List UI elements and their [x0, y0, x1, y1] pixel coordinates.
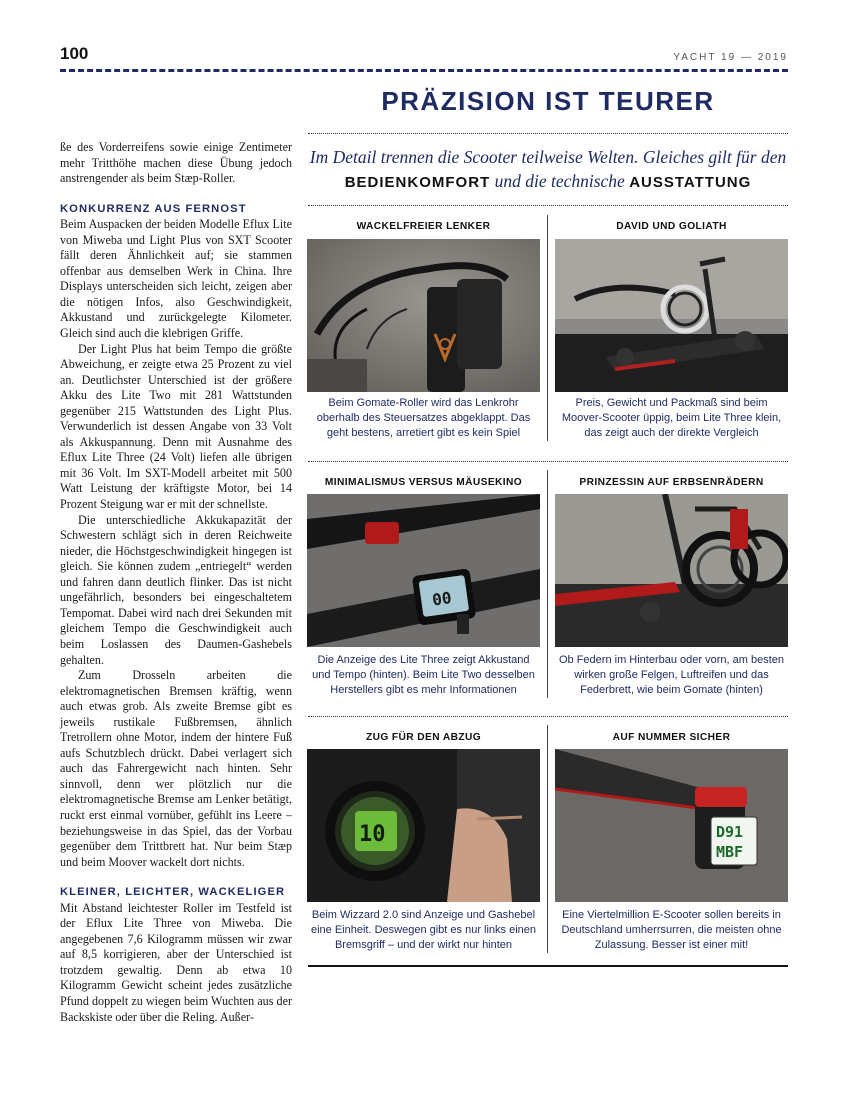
photo-title: DAVID UND GOLIATH — [616, 221, 727, 232]
photo-caption: Eine Viertelmillion E-Scooter sollen bereits in Deutschland umherrsurren, die meisten ohne Zulassung. Besser ist einer mit! — [561, 909, 782, 951]
photo-title: PRINZESSIN AUF ERBSENRÄDERN — [579, 477, 764, 488]
photo-throttle-display — [307, 749, 540, 902]
dotted-divider-bottom — [308, 205, 788, 206]
column-divider — [547, 470, 548, 698]
photo-caption: Ob Federn im Hinterbau oder vorn, am besten wirken große Felgen, Luftreifen und das Federbrett, wie beim Gomate (hinten) — [558, 654, 784, 696]
column-divider — [547, 215, 548, 441]
photo-handlebar-fold — [307, 239, 540, 392]
body-paragraph: Der Light Plus hat beim Tempo die größte Abweichung, er zeigte etwa 25 Prozent zu viel an. Deutlichster Unterschied ist der größere Akku des Lite Two mit 281 Wattstunden gegenüber 215 Wattstunden des Light Plus. Verwunderlich ist dessen Angabe von 33 Volt als Akkuspannung. Denn mit Ausnahme des Eflux Lite Three (24 Volt) liefen alle übrigen mit 36 Volt. Im SXT-Modell arbeitet mit 500 Watt Leistung der kräftigste Motor, bei 14 Prozent Steigung war er mit der schnellste. — [60, 341, 292, 512]
photo-scooter-wheels — [555, 494, 788, 647]
article-intro — [308, 145, 788, 195]
display-readout: 10 — [359, 822, 386, 847]
photo-title: MINIMALISMUS VERSUS MÄUSEKINO — [324, 477, 523, 488]
photo-title: AUF NUMMER SICHER — [612, 732, 731, 743]
photo-caption: Die Anzeige des Lite Three zeigt Akkustand und Tempo (hinten). Beim Lite Two desselben Herstellers gibt es mehr Informationen — [312, 654, 535, 696]
column-divider — [547, 725, 548, 953]
row-divider — [308, 716, 788, 717]
plate-line-1: D91 — [716, 823, 744, 841]
header-rule — [60, 69, 788, 72]
body-paragraph: ße des Vorderreifens sowie einige Zentimeter mehr Tritthöhe machen diese Übung jedoch anstrengender als beim Stæp-Roller. — [60, 140, 292, 186]
body-paragraph: Mit Abstand leichtester Roller im Testfeld ist der Eflux Lite Three von Miweba. Die angegebenen 7,6 Kilogramm müssen wir zwar auf 8,5 korrigieren, aber der Unterschied ist trotzdem gewaltig. Denn ab etwa 10 Kilogramm Gewicht scheint jedes zusätzliche Pfund doppelt zu wiegen beim Wuchten aus der Backskiste oder über die Reling. Außer- — [60, 900, 292, 1024]
row-divider — [308, 461, 788, 462]
display-readout: 00 — [431, 588, 453, 610]
photo-caption: Preis, Gewicht und Packmaß sind beim Moover-Scooter üppig, beim Lite Three klein, das zeigt auch der direkte Vergleich — [561, 397, 782, 439]
intro-bold-1: BEDIENKOMFORT — [344, 174, 491, 191]
page-number: 100 — [60, 44, 89, 63]
intro-text-2: und die technische — [494, 171, 625, 191]
dotted-divider-top — [308, 133, 788, 134]
photo-title: ZUG FÜR DEN ABZUG — [365, 732, 482, 743]
body-column — [60, 140, 292, 1025]
photo-license-plate — [555, 749, 788, 902]
bottom-rule — [308, 965, 788, 967]
photo-scooter-comparison — [555, 239, 788, 392]
body-paragraph: Zum Drosseln arbeiten die elektromagnetischen Bremsen kräftig, wenn auch etwas grob. Als zweite Bremse gibt es jeweils rustikale Fußbremsen, ähnlich Tretrollern ohne Motor, indem der hintere Fuß aufs Schutzblech drückt. Dabei verlagert sich auch das Fahrergewicht nach hinten. Sehr sinnvoll, denn wer plötzlich nur die elektromagnetische Bremse am Lenker betätigt, ruckt erst einmal vornüber, gefühlt ins Leere – beziehungsweise in das Spiel, das der Vorbau gegenüber dem Trittbrett hat. Nur beim Stæp und beim Moover wackelt dort nichts. — [60, 668, 292, 869]
section-heading: KLEINER, LEICHTER, WACKELIGER — [60, 886, 286, 899]
photo-caption: Beim Wizzard 2.0 sind Anzeige und Gashebel eine Einheit. Deswegen gibt es nur links einen Bremsgriff – und der wirkt nur hinten — [310, 909, 537, 951]
magazine-issue: YACHT 19 — 2019 — [673, 52, 788, 63]
section-heading: KONKURRENZ AUS FERNOST — [60, 202, 247, 215]
photo-displays — [307, 494, 540, 647]
body-paragraph: Die unterschiedliche Akkukapazität der Schwestern schlägt sich in deren Reichweite nieder, die Höchstgeschwindigkeit hingegen ist gleich. Sie können zudem „entriegelt“ werden und fahren dann deutlich flinker. Das ist nicht ungefährlich, besonders bei eingeschaltetem Tempomat. Dabei wird nach drei Sekunden mit gleichem Tempo die Geschwindigkeit auch beim Loslassen des Daumen-Gashebels gehalten. — [60, 512, 292, 667]
photo-caption: Beim Gomate-Roller wird das Lenkrohr oberhalb des Steuersatzes abgeklappt. Das geht bestens, arretiert gibt es kein Spiel — [316, 397, 531, 439]
body-paragraph: Beim Auspacken der beiden Modelle Eflux Lite von Miweba und Light Plus von SXT Scooter fällt deren Ähnlichkeit auf; sie stammen offenbar aus demselben Werk in China. Ihre Displays unterscheiden sich leicht, zeigen aber die nötigen Infos, also Geschwindigkeit, Akkustand und zurückgelegte Kilometer. Gleich sind auch die klebrigen Griffe. — [60, 217, 292, 341]
intro-text-1: Im Detail trennen die Scooter teilweise Welten. Gleiches gilt für den — [309, 147, 787, 167]
photo-title: WACKELFREIER LENKER — [356, 221, 491, 232]
intro-bold-2: AUSSTATTUNG — [629, 174, 752, 191]
article-headline: PRÄZISION IST TEURER — [381, 86, 715, 116]
plate-line-2: MBF — [716, 843, 744, 861]
